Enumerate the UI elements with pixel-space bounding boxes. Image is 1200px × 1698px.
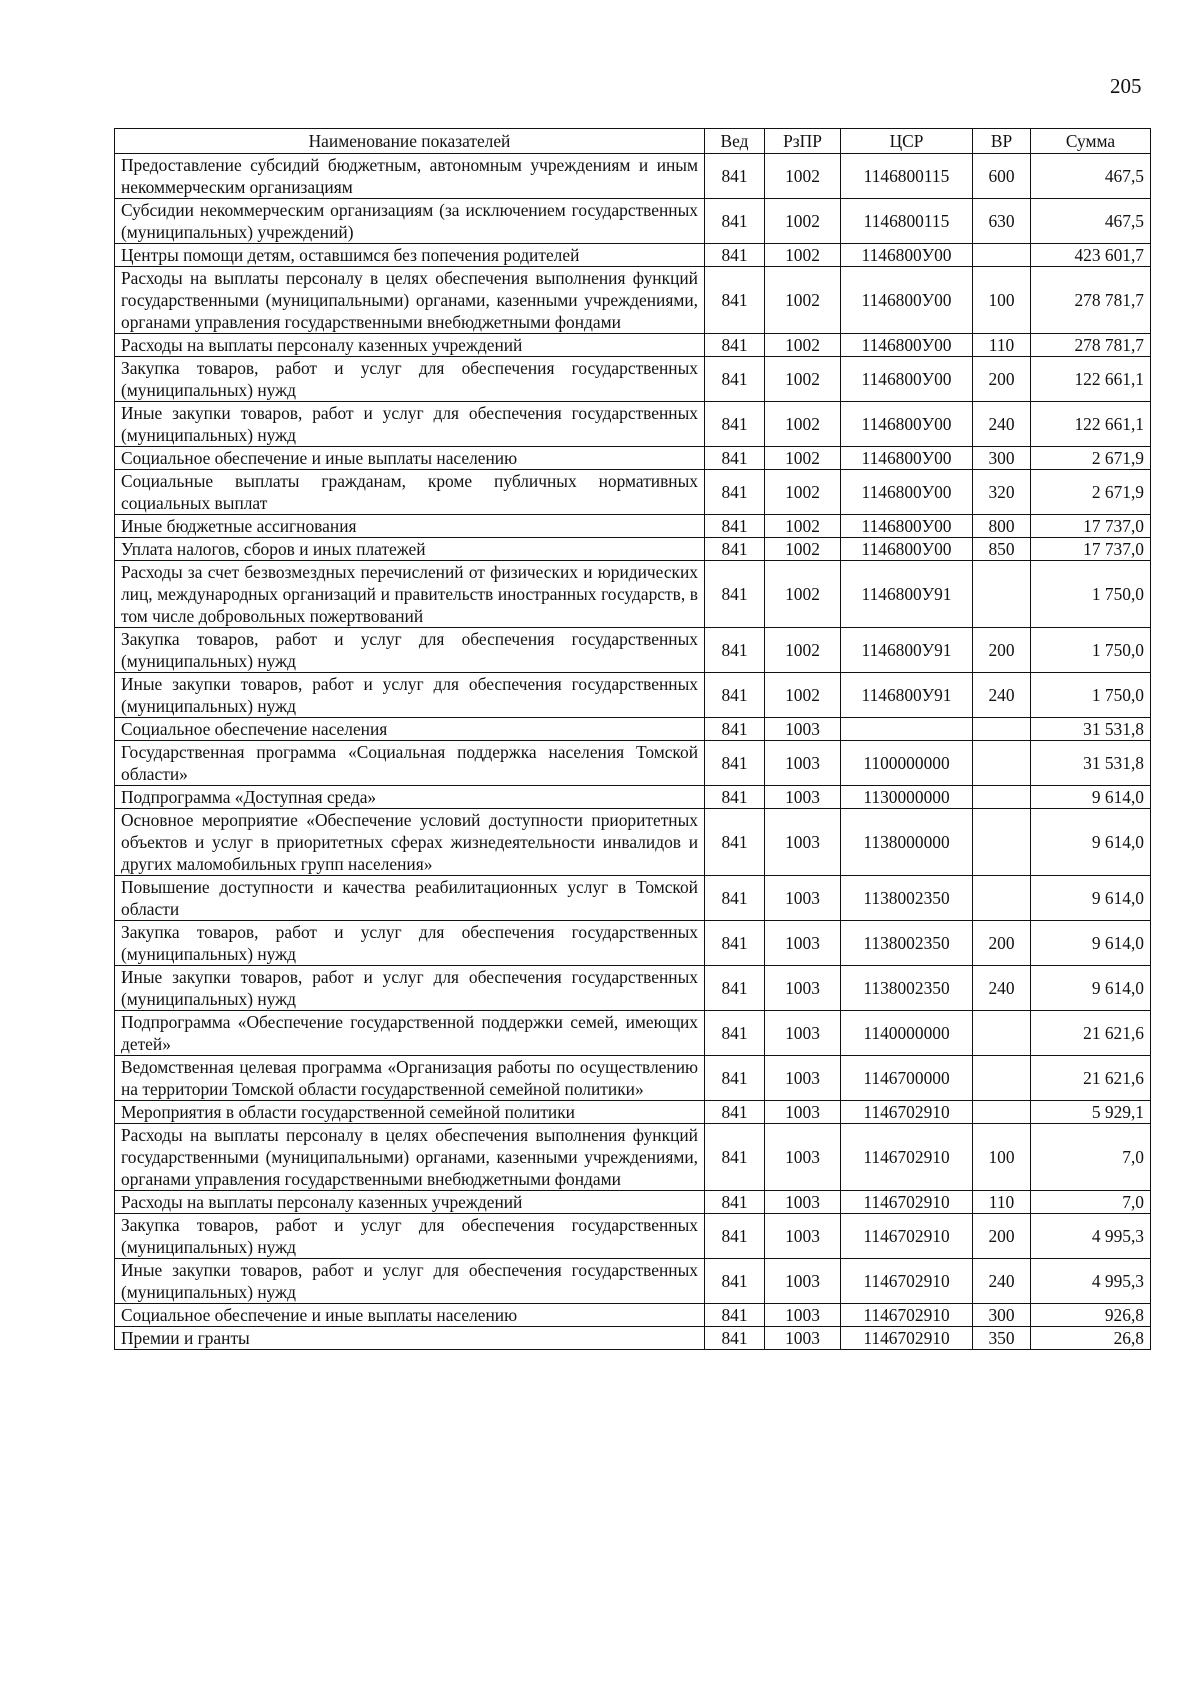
cell-sum: 278 781,7 [1031,334,1151,357]
cell-ved: 841 [705,1327,765,1350]
cell-csr: 1146800У00 [841,334,973,357]
cell-name: Социальное обеспечение и иные выплаты населению [115,447,705,470]
cell-csr: 1146702910 [841,1101,973,1124]
cell-name: Иные закупки товаров, работ и услуг для обеспечения государственных (муниципальных) нужд [115,966,705,1011]
cell-rzpr: 1003 [765,1124,841,1191]
table-row [115,673,1151,718]
cell-csr: 1138002350 [841,966,973,1011]
header-vr: ВР [973,129,1031,154]
cell-vr: 200 [973,1214,1031,1259]
cell-name: Расходы за счет безвозмездных перечислений от физических и юридических лиц, международных организаций и правительств иностранных государств, в том числе добровольных пожертвований [115,561,705,628]
table-row [115,1011,1151,1056]
cell-sum: 467,5 [1031,154,1151,199]
cell-ved: 841 [705,199,765,244]
cell-name: Социальное обеспечение населения [115,718,705,741]
cell-csr: 1146700000 [841,1056,973,1101]
cell-ved: 841 [705,876,765,921]
cell-vr [973,1101,1031,1124]
cell-sum: 467,5 [1031,199,1151,244]
cell-sum: 9 614,0 [1031,809,1151,876]
cell-ved: 841 [705,1304,765,1327]
cell-csr: 1146800115 [841,154,973,199]
cell-vr: 110 [973,1191,1031,1214]
cell-csr: 1146800У00 [841,538,973,561]
cell-sum: 1 750,0 [1031,628,1151,673]
cell-sum: 423 601,7 [1031,244,1151,267]
cell-csr: 1146702910 [841,1214,973,1259]
cell-sum: 278 781,7 [1031,267,1151,334]
cell-name: Подпрограмма «Обеспечение государственной поддержки семей, имеющих детей» [115,1011,705,1056]
cell-sum: 2 671,9 [1031,470,1151,515]
table-header-row [115,129,1151,154]
cell-ved: 841 [705,447,765,470]
cell-rzpr: 1003 [765,921,841,966]
table-row [115,538,1151,561]
table-row [115,741,1151,786]
cell-vr [973,809,1031,876]
cell-rzpr: 1002 [765,244,841,267]
table-row [115,966,1151,1011]
cell-ved: 841 [705,966,765,1011]
cell-name: Закупка товаров, работ и услуг для обеспечения государственных (муниципальных) нужд [115,921,705,966]
cell-csr [841,718,973,741]
cell-csr: 1138002350 [841,921,973,966]
cell-rzpr: 1003 [765,809,841,876]
header-rzpr: РзПР [765,129,841,154]
cell-sum: 2 671,9 [1031,447,1151,470]
table-row [115,1056,1151,1101]
cell-name: Иные бюджетные ассигнования [115,515,705,538]
cell-rzpr: 1003 [765,876,841,921]
cell-name: Расходы на выплаты персоналу в целях обеспечения выполнения функций государственными (муниципальными) органами, казенными учреждениями, органами управления государственными внебюджетными фондами [115,1124,705,1191]
cell-vr: 850 [973,538,1031,561]
cell-ved: 841 [705,1124,765,1191]
cell-name: Иные закупки товаров, работ и услуг для обеспечения государственных (муниципальных) нужд [115,1259,705,1304]
cell-rzpr: 1002 [765,447,841,470]
cell-rzpr: 1003 [765,1056,841,1101]
header-ved: Вед [705,129,765,154]
cell-vr: 800 [973,515,1031,538]
cell-vr: 630 [973,199,1031,244]
cell-name: Уплата налогов, сборов и иных платежей [115,538,705,561]
cell-csr: 1138000000 [841,809,973,876]
cell-name: Закупка товаров, работ и услуг для обеспечения государственных (муниципальных) нужд [115,1214,705,1259]
cell-vr: 350 [973,1327,1031,1350]
cell-csr: 1146800У00 [841,267,973,334]
cell-name: Премии и гранты [115,1327,705,1350]
budget-table [114,128,1151,1350]
table-row [115,786,1151,809]
cell-csr: 1146800У00 [841,470,973,515]
table-row [115,809,1151,876]
cell-sum: 9 614,0 [1031,876,1151,921]
table-row [115,628,1151,673]
cell-ved: 841 [705,244,765,267]
cell-ved: 841 [705,786,765,809]
header-name: Наименование показателей [115,129,705,154]
table-row [115,470,1151,515]
cell-name: Иные закупки товаров, работ и услуг для обеспечения государственных (муниципальных) нужд [115,402,705,447]
table-row [115,334,1151,357]
cell-rzpr: 1002 [765,673,841,718]
cell-csr: 1146800115 [841,199,973,244]
cell-rzpr: 1002 [765,628,841,673]
cell-csr: 1146702910 [841,1124,973,1191]
cell-ved: 841 [705,718,765,741]
cell-sum: 122 661,1 [1031,402,1151,447]
table-row [115,1259,1151,1304]
cell-vr: 240 [973,966,1031,1011]
table-row [115,1191,1151,1214]
cell-rzpr: 1003 [765,1214,841,1259]
cell-rzpr: 1003 [765,1191,841,1214]
cell-rzpr: 1002 [765,402,841,447]
cell-ved: 841 [705,470,765,515]
cell-rzpr: 1003 [765,1011,841,1056]
cell-vr: 100 [973,267,1031,334]
cell-ved: 841 [705,1056,765,1101]
table-row [115,876,1151,921]
cell-vr [973,561,1031,628]
cell-ved: 841 [705,741,765,786]
cell-name: Социальные выплаты гражданам, кроме публичных нормативных социальных выплат [115,470,705,515]
cell-sum: 21 621,6 [1031,1056,1151,1101]
cell-csr: 1138002350 [841,876,973,921]
cell-name: Основное мероприятие «Обеспечение условий доступности приоритетных объектов и услуг в приоритетных сферах жизнедеятельности инвалидов и других маломобильных групп населения» [115,809,705,876]
cell-name: Расходы на выплаты персоналу в целях обеспечения выполнения функций государственными (муниципальными) органами, казенными учреждениями, органами управления государственными внебюджетными фондами [115,267,705,334]
cell-rzpr: 1003 [765,1101,841,1124]
cell-rzpr: 1002 [765,470,841,515]
cell-ved: 841 [705,561,765,628]
cell-sum: 1 750,0 [1031,673,1151,718]
table-row [115,1101,1151,1124]
cell-name: Повышение доступности и качества реабилитационных услуг в Томской области [115,876,705,921]
cell-sum: 31 531,8 [1031,718,1151,741]
cell-sum: 1 750,0 [1031,561,1151,628]
table-row [115,447,1151,470]
cell-vr [973,718,1031,741]
cell-name: Закупка товаров, работ и услуг для обеспечения государственных (муниципальных) нужд [115,628,705,673]
cell-vr [973,741,1031,786]
cell-vr: 200 [973,628,1031,673]
cell-rzpr: 1002 [765,267,841,334]
cell-name: Иные закупки товаров, работ и услуг для обеспечения государственных (муниципальных) нужд [115,673,705,718]
cell-csr: 1100000000 [841,741,973,786]
cell-csr: 1130000000 [841,786,973,809]
cell-rzpr: 1002 [765,154,841,199]
cell-sum: 9 614,0 [1031,966,1151,1011]
cell-rzpr: 1002 [765,357,841,402]
cell-rzpr: 1003 [765,786,841,809]
cell-ved: 841 [705,809,765,876]
cell-vr [973,1056,1031,1101]
cell-ved: 841 [705,402,765,447]
cell-rzpr: 1002 [765,199,841,244]
cell-sum: 17 737,0 [1031,515,1151,538]
cell-name: Расходы на выплаты персоналу казенных учреждений [115,334,705,357]
table-row [115,921,1151,966]
cell-ved: 841 [705,1101,765,1124]
cell-name: Социальное обеспечение и иные выплаты населению [115,1304,705,1327]
cell-csr: 1146702910 [841,1304,973,1327]
cell-sum: 9 614,0 [1031,786,1151,809]
page-number: 205 [1110,74,1142,98]
cell-csr: 1146702910 [841,1191,973,1214]
cell-rzpr: 1003 [765,1327,841,1350]
cell-rzpr: 1003 [765,1259,841,1304]
cell-vr [973,1011,1031,1056]
table-row [115,1124,1151,1191]
header-csr: ЦСР [841,129,973,154]
cell-name: Предоставление субсидий бюджетным, автономным учреждениям и иным некоммерческим организациям [115,154,705,199]
table-row [115,515,1151,538]
cell-ved: 841 [705,515,765,538]
cell-csr: 1146800У00 [841,244,973,267]
table-row [115,357,1151,402]
cell-csr: 1146702910 [841,1259,973,1304]
cell-rzpr: 1003 [765,741,841,786]
cell-vr [973,876,1031,921]
cell-sum: 4 995,3 [1031,1214,1151,1259]
table-row [115,244,1151,267]
cell-ved: 841 [705,538,765,561]
cell-ved: 841 [705,267,765,334]
cell-ved: 841 [705,628,765,673]
cell-vr: 200 [973,357,1031,402]
table-row [115,402,1151,447]
cell-sum: 21 621,6 [1031,1011,1151,1056]
cell-csr: 1146800У91 [841,628,973,673]
table-row [115,1304,1151,1327]
cell-ved: 841 [705,921,765,966]
cell-name: Ведомственная целевая программа «Организация работы по осуществлению на территории Томской области государственной семейной политики» [115,1056,705,1101]
table-row [115,1327,1151,1350]
cell-name: Подпрограмма «Доступная среда» [115,786,705,809]
table-row [115,561,1151,628]
cell-ved: 841 [705,334,765,357]
cell-rzpr: 1003 [765,966,841,1011]
cell-csr: 1146800У00 [841,447,973,470]
cell-csr: 1146800У00 [841,402,973,447]
cell-csr: 1146800У00 [841,515,973,538]
cell-vr: 100 [973,1124,1031,1191]
cell-csr: 1146800У91 [841,561,973,628]
cell-vr: 600 [973,154,1031,199]
cell-ved: 841 [705,1011,765,1056]
cell-csr: 1146800У91 [841,673,973,718]
cell-ved: 841 [705,1214,765,1259]
cell-vr [973,786,1031,809]
cell-ved: 841 [705,1191,765,1214]
cell-rzpr: 1003 [765,1304,841,1327]
cell-vr: 240 [973,673,1031,718]
cell-vr: 200 [973,921,1031,966]
cell-ved: 841 [705,154,765,199]
cell-sum: 926,8 [1031,1304,1151,1327]
cell-rzpr: 1002 [765,515,841,538]
cell-sum: 9 614,0 [1031,921,1151,966]
cell-rzpr: 1002 [765,561,841,628]
cell-vr: 320 [973,470,1031,515]
cell-sum: 26,8 [1031,1327,1151,1350]
cell-vr: 240 [973,402,1031,447]
table-row [115,267,1151,334]
cell-sum: 31 531,8 [1031,741,1151,786]
cell-sum: 7,0 [1031,1191,1151,1214]
cell-csr: 1146702910 [841,1327,973,1350]
table-row [115,1214,1151,1259]
cell-name: Государственная программа «Социальная поддержка населения Томской области» [115,741,705,786]
cell-ved: 841 [705,357,765,402]
table-row [115,199,1151,244]
cell-vr: 110 [973,334,1031,357]
cell-sum: 5 929,1 [1031,1101,1151,1124]
table-body [115,154,1151,1350]
cell-csr: 1140000000 [841,1011,973,1056]
header-sum: Сумма [1031,129,1151,154]
table-row [115,718,1151,741]
cell-csr: 1146800У00 [841,357,973,402]
cell-vr: 240 [973,1259,1031,1304]
table-row [115,154,1151,199]
cell-ved: 841 [705,673,765,718]
cell-vr: 300 [973,1304,1031,1327]
cell-rzpr: 1002 [765,334,841,357]
cell-rzpr: 1003 [765,718,841,741]
cell-name: Центры помощи детям, оставшимся без попечения родителей [115,244,705,267]
cell-sum: 122 661,1 [1031,357,1151,402]
cell-vr [973,244,1031,267]
cell-sum: 7,0 [1031,1124,1151,1191]
cell-name: Расходы на выплаты персоналу казенных учреждений [115,1191,705,1214]
cell-name: Закупка товаров, работ и услуг для обеспечения государственных (муниципальных) нужд [115,357,705,402]
cell-sum: 4 995,3 [1031,1259,1151,1304]
cell-name: Субсидии некоммерческим организациям (за исключением государственных (муниципальных) учреждений) [115,199,705,244]
cell-rzpr: 1002 [765,538,841,561]
cell-sum: 17 737,0 [1031,538,1151,561]
cell-name: Мероприятия в области государственной семейной политики [115,1101,705,1124]
cell-ved: 841 [705,1259,765,1304]
cell-vr: 300 [973,447,1031,470]
